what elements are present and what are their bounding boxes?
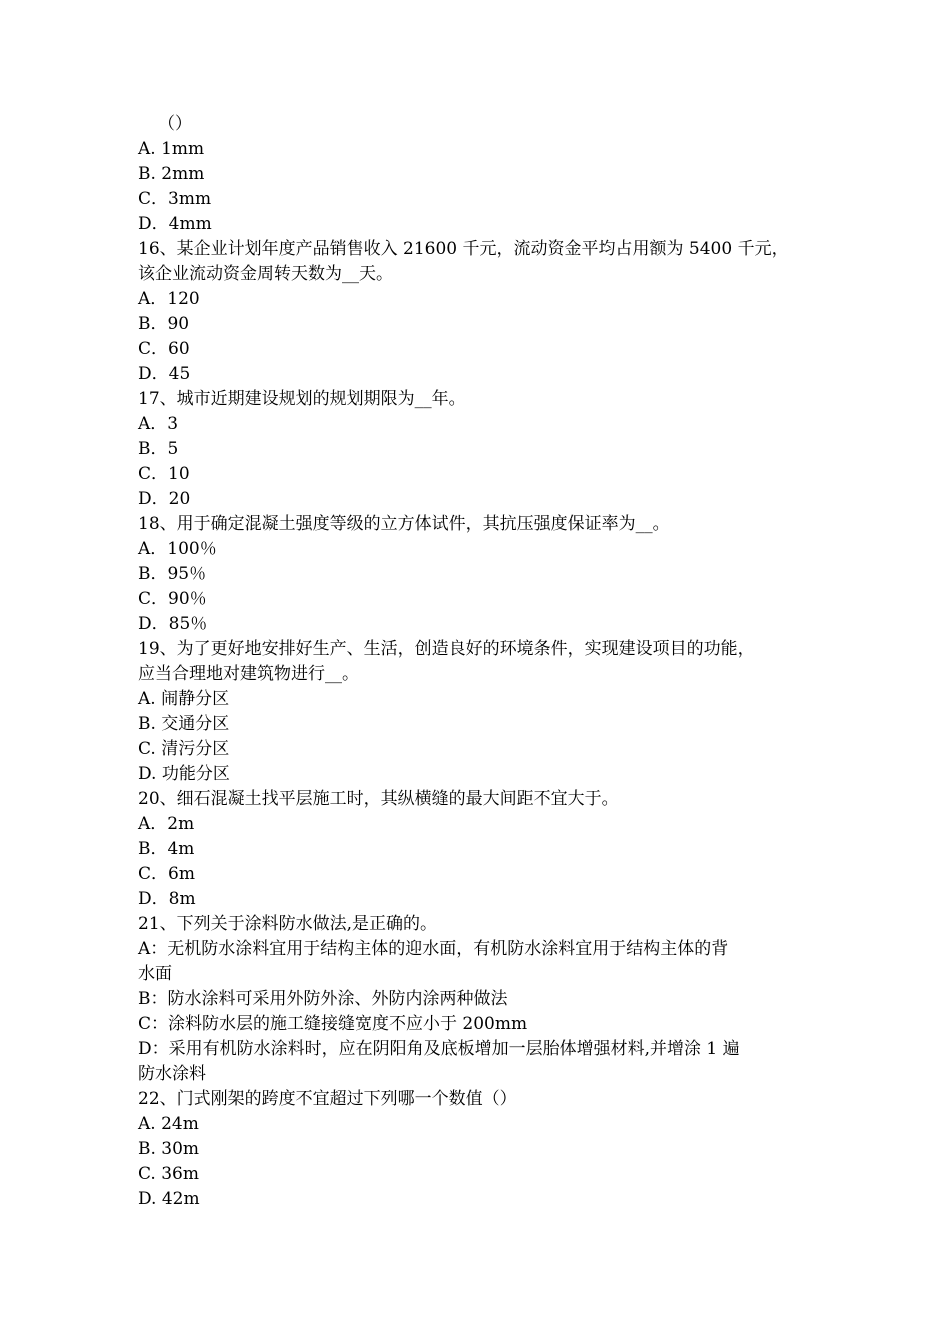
option-20-a: A．2m: [138, 814, 195, 834]
option-18-b: B．95％: [138, 564, 207, 584]
question-19-text-cont: 应当合理地对建筑物进行__。: [138, 664, 359, 684]
option-19-b: B. 交通分区: [138, 714, 230, 734]
option-20-b: B．4m: [138, 839, 195, 859]
option-22-b: B. 30m: [138, 1139, 200, 1159]
option-15-b: B. 2mm: [138, 164, 205, 184]
option-19-d: D. 功能分区: [138, 764, 230, 784]
option-15-c: C．3mm: [138, 189, 212, 209]
option-19-c: C. 清污分区: [138, 739, 230, 759]
option-22-d: D. 42m: [138, 1189, 200, 1209]
option-21-b: B：防水涂料可采用外防外涂、外防内涂两种做法: [138, 989, 508, 1009]
option-21-a: A：无机防水涂料宜用于结构主体的迎水面，有机防水涂料宜用于结构主体的背: [138, 939, 729, 959]
option-21-c: C：涂料防水层的施工缝接缝宽度不应小于 200mm: [138, 1014, 528, 1034]
option-21-d-cont: 防水涂料: [138, 1064, 206, 1084]
option-16-a: A．120: [138, 289, 200, 309]
question-18-text: 18、用于确定混凝土强度等级的立方体试件，其抗压强度保证率为__。: [138, 514, 670, 534]
option-22-c: C. 36m: [138, 1164, 199, 1184]
option-16-b: B．90: [138, 314, 190, 334]
option-17-b: B．5: [138, 439, 179, 459]
option-17-c: C．10: [138, 464, 190, 484]
question-19-text: 19、为了更好地安排好生产、生活，创造良好的环境条件，实现建设项目的功能，: [138, 639, 755, 659]
option-18-a: A．100％: [138, 539, 217, 559]
option-17-a: A．3: [138, 414, 179, 434]
question-16-text: 16、某企业计划年度产品销售收入 21600 千元，流动资金平均占用额为 5400 千元，: [138, 239, 789, 259]
option-19-a: A. 闹静分区: [138, 689, 230, 709]
option-16-c: C．60: [138, 339, 190, 359]
option-15-d: D．4mm: [138, 214, 212, 234]
question-15-blank: （）: [158, 114, 192, 134]
option-20-c: C．6m: [138, 864, 195, 884]
document-body: [138, 112, 838, 1212]
question-20-text: 20、细石混凝土找平层施工时，其纵横缝的最大间距不宜大于。: [138, 789, 619, 809]
option-15-a: A. 1mm: [138, 139, 205, 159]
option-21-a-cont: 水面: [138, 964, 172, 984]
option-22-a: A. 24m: [138, 1114, 199, 1134]
option-17-d: D．20: [138, 489, 191, 509]
option-21-d: D：采用有机防水涂料时，应在阴阳角及底板增加一层胎体增强材料,并增涂 1 遍: [138, 1039, 740, 1059]
question-17-text: 17、城市近期建设规划的规划期限为__年。: [138, 389, 466, 409]
option-18-c: C．90％: [138, 589, 207, 609]
option-16-d: D．45: [138, 364, 191, 384]
question-22-text: 22、门式刚架的跨度不宜超过下列哪一个数值（）: [138, 1089, 517, 1109]
option-18-d: D．85％: [138, 614, 208, 634]
option-20-d: D．8m: [138, 889, 196, 909]
question-21-text: 21、下列关于涂料防水做法,是正确的。: [138, 914, 438, 934]
question-16-text-cont: 该企业流动资金周转天数为__天。: [138, 264, 393, 284]
